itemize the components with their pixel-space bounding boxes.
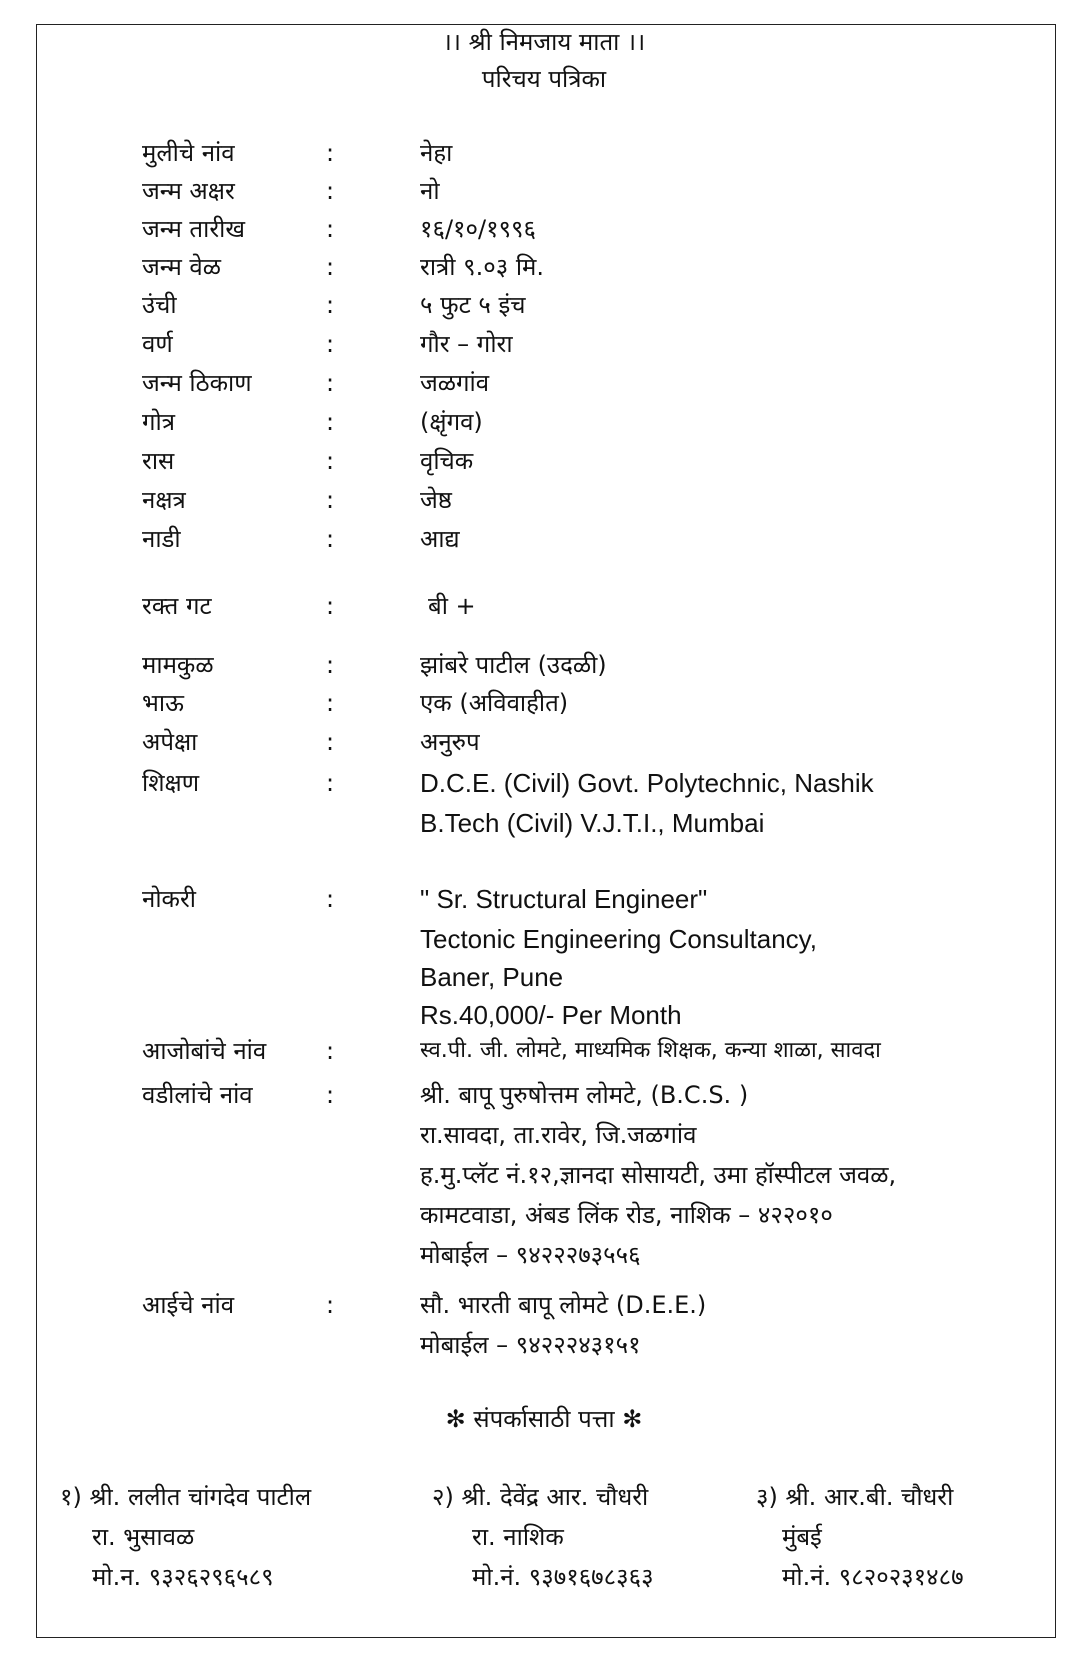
father-mobile: मोबाईल – ९४२२२७३५५६: [420, 1241, 641, 1269]
mother-name: सौ. भारती बापू लोमटे (D.E.E.): [420, 1291, 707, 1319]
father-address-line: ह.मु.प्लॅट नं.१२,ज्ञानदा सोसायटी, उमा हॉस्पीटल जवळ,: [420, 1161, 897, 1189]
grandfather-value: स्व.पी. जी. लोमटे, माध्यमिक शिक्षक, कन्या शाळा, सावदा: [420, 1038, 881, 1063]
detail-label: रास: [142, 447, 175, 475]
detail-value: ५ फुट ५ इंच: [420, 291, 526, 319]
detail-value: रात्री ९.०३ मि.: [420, 253, 545, 281]
education-line: B.Tech (Civil) V.J.T.I., Mumbai: [420, 808, 765, 838]
father-name: श्री. बापू पुरुषोत्तम लोमटे, (B.C.S. ): [420, 1081, 749, 1109]
contact-place: मुंबई: [782, 1523, 822, 1551]
detail-label: जन्म अक्षर: [142, 177, 235, 205]
detail-colon: :: [326, 885, 335, 913]
detail-value: जेष्ठ: [420, 486, 452, 514]
father-address-line: कामटवाडा, अंबड लिंक रोड, नाशिक – ४२२०१०: [420, 1201, 833, 1229]
detail-colon: :: [326, 1291, 335, 1319]
mother-mobile: मोबाईल – ९४२२२४३१५१: [420, 1331, 641, 1359]
detail-label: जन्म ठिकाण: [142, 369, 252, 397]
contact-place: रा. नाशिक: [472, 1523, 564, 1551]
detail-label: नाडी: [142, 525, 181, 553]
mother-label: आईचे नांव: [142, 1291, 235, 1319]
detail-label: अपेक्षा: [142, 728, 198, 756]
detail-colon: :: [326, 486, 335, 514]
detail-colon: :: [326, 651, 335, 679]
detail-colon: :: [326, 291, 335, 319]
detail-label: मुलीचे नांव: [142, 139, 235, 167]
detail-label: जन्म तारीख: [142, 215, 245, 243]
detail-label: गोत्र: [142, 408, 175, 436]
detail-colon: :: [326, 253, 335, 281]
detail-colon: :: [326, 689, 335, 717]
contact-name: २) श्री. देवेंद्र आर. चौधरी: [432, 1483, 649, 1511]
contact-phone: मो.नं. ९३७१६७८३६३: [472, 1563, 654, 1591]
detail-value: नेहा: [420, 139, 453, 167]
detail-value: वृचिक: [420, 447, 474, 475]
detail-value: गौर – गोरा: [420, 330, 513, 358]
detail-colon: :: [326, 330, 335, 358]
detail-value: एक (अविवाहीत): [420, 689, 569, 717]
detail-value: जळगांव: [420, 369, 490, 397]
detail-label: जन्म वेळ: [142, 253, 222, 281]
detail-colon: :: [326, 369, 335, 397]
job-label: नोकरी: [142, 885, 196, 913]
detail-colon: :: [326, 1037, 335, 1065]
detail-value: झांबरे पाटील (उदळी): [420, 651, 607, 679]
job-line: Tectonic Engineering Consultancy,: [420, 924, 817, 954]
detail-value: आद्य: [420, 525, 460, 553]
detail-colon: :: [326, 215, 335, 243]
contact-name: ३) श्री. आर.बी. चौधरी: [756, 1483, 954, 1511]
father-address-line: रा.सावदा, ता.रावेर, जि.जळगांव: [420, 1121, 697, 1149]
detail-label: भाऊ: [142, 689, 184, 717]
detail-colon: :: [326, 592, 335, 620]
job-line: Baner, Pune: [420, 962, 564, 992]
detail-value: अनुरुप: [420, 728, 480, 756]
father-label: वडीलांचे नांव: [142, 1081, 253, 1109]
detail-value: बी +: [428, 592, 476, 620]
detail-label: उंची: [142, 291, 177, 319]
invocation: ।। श्री निमजाय माता ।।: [442, 28, 646, 56]
detail-value: नो: [420, 177, 440, 205]
detail-label: रक्त गट: [142, 592, 212, 620]
detail-colon: :: [326, 1081, 335, 1109]
contact-name: १) श्री. ललीत चांगदेव पाटील: [60, 1483, 312, 1511]
detail-value: १६/१०/१९९६: [420, 215, 537, 243]
contact-phone: मो.नं. ९८२०२३१४८७: [782, 1563, 964, 1591]
job-salary: Rs.40,000/- Per Month: [420, 1000, 682, 1030]
contact-heading: ✻ संपर्कासाठी पत्ता ✻: [445, 1405, 643, 1433]
document-title: परिचय पत्रिका: [481, 65, 607, 93]
detail-colon: :: [326, 525, 335, 553]
education-label: शिक्षण: [142, 769, 200, 797]
detail-value: (क्षृंगव): [420, 408, 483, 436]
contact-phone: मो.न. ९३२६२९६५८९: [92, 1563, 274, 1591]
education-line: D.C.E. (Civil) Govt. Polytechnic, Nashik: [420, 768, 874, 798]
detail-label: वर्ण: [142, 330, 173, 358]
detail-colon: :: [326, 408, 335, 436]
detail-colon: :: [326, 177, 335, 205]
detail-label: मामकुळ: [142, 651, 214, 679]
detail-colon: :: [326, 139, 335, 167]
contact-place: रा. भुसावळ: [92, 1523, 195, 1551]
detail-colon: :: [326, 769, 335, 797]
detail-label: नक्षत्र: [142, 486, 186, 514]
grandfather-label: आजोबांचे नांव: [142, 1037, 267, 1065]
detail-colon: :: [326, 447, 335, 475]
job-title: " Sr. Structural Engineer": [420, 884, 708, 914]
detail-colon: :: [326, 728, 335, 756]
